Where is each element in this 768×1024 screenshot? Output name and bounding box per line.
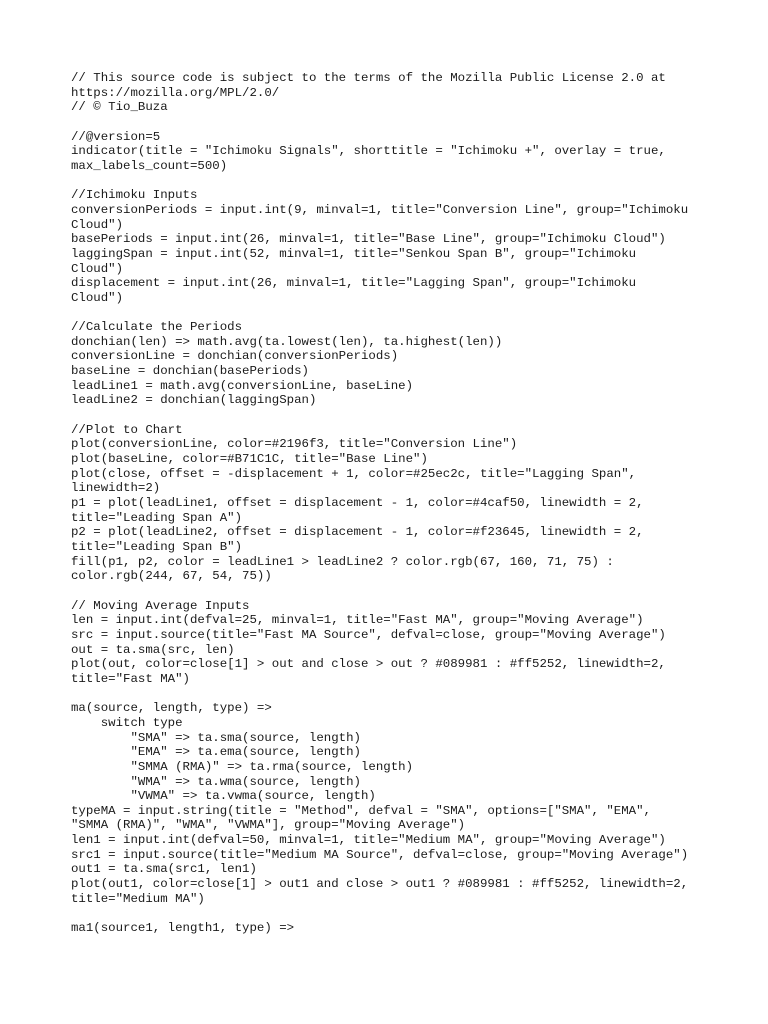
code-line: // Moving Average Inputs: [71, 598, 250, 613]
code-line: conversionPeriods = input.int(9, minval=1, title="Conversion Line", group="Ichimoku: [71, 202, 689, 217]
code-line: leadLine1 = math.avg(conversionLine, baseLine): [71, 378, 414, 393]
code-line: title="Leading Span A"): [71, 510, 243, 525]
code-line: switch type: [71, 715, 183, 730]
code-line: baseLine = donchian(basePeriods): [71, 364, 309, 379]
code-line: title="Leading Span B"): [71, 540, 243, 554]
code-line: plot(baseLine, color=#B71C1C, title="Base Line"): [71, 452, 428, 467]
code-line: [71, 115, 711, 130]
code-line: "SMMA (RMA)", "WMA", "VWMA"], group="Moving Average"): [71, 818, 466, 833]
code-line: ma1(source1, length1, type) =>: [71, 921, 295, 936]
code-line: "VWMA" => ta.vwma(source, length): [71, 789, 376, 804]
code-line: plot(out1, color=close[1] > out1 and close > out1 ? #089981 : #ff5252, linewidth=2,: [71, 877, 689, 892]
code-line: "SMMA (RMA)" => ta.rma(source, length): [71, 759, 414, 774]
source-code-block: [71, 71, 711, 936]
code-line: linewidth=2): [71, 481, 161, 496]
code-line: color.rgb(244, 67, 54, 75)): [71, 569, 272, 584]
code-line: src = input.source(title="Fast MA Source", defval=close, group="Moving Average"): [71, 627, 666, 642]
code-line: // © Tio_Buza: [71, 100, 168, 115]
code-line: p2 = plot(leadLine2, offset = displacement - 1, color=#f23645, linewidth = 2,: [71, 525, 644, 540]
code-line: plot(close, offset = -displacement + 1, color=#25ec2c, title="Lagging Span",: [71, 466, 637, 481]
code-line: [71, 408, 711, 423]
code-line: // This source code is subject to the terms of the Mozilla Public License 2.0 at: [71, 71, 666, 85]
code-line: fill(p1, p2, color = leadLine1 > leadLine2 ? color.rgb(67, 160, 71, 75) :: [71, 554, 614, 569]
code-line: typeMA = input.string(title = "Method", defval = "SMA", options=["SMA", "EMA",: [71, 803, 651, 818]
code-line: plot(conversionLine, color=#2196f3, title="Conversion Line"): [71, 437, 518, 452]
code-line: title="Fast MA"): [71, 671, 190, 686]
code-line: //Calculate the Periods: [71, 320, 243, 335]
code-line: plot(out, color=close[1] > out and close > out ? #089981 : #ff5252, linewidth=2,: [71, 657, 666, 672]
code-line: p1 = plot(leadLine1, offset = displacement - 1, color=#4caf50, linewidth = 2,: [71, 496, 644, 511]
code-line: out1 = ta.sma(src1, len1): [71, 862, 257, 877]
code-line: out = ta.sma(src, len): [71, 642, 235, 657]
code-line: //Plot to Chart: [71, 422, 183, 437]
code-line: "WMA" => ta.wma(source, length): [71, 774, 361, 789]
code-line: laggingSpan = input.int(52, minval=1, title="Senkou Span B", group="Ichimoku: [71, 246, 637, 261]
code-line: conversionLine = donchian(conversionPeriods): [71, 349, 399, 364]
code-line: Cloud"): [71, 290, 124, 305]
code-line: ma(source, length, type) =>: [71, 701, 272, 716]
code-line: title="Medium MA"): [71, 891, 205, 906]
code-line: Cloud"): [71, 217, 124, 232]
code-line: "EMA" => ta.ema(source, length): [71, 745, 361, 760]
code-line: max_labels_count=500): [71, 158, 228, 173]
code-line: basePeriods = input.int(26, minval=1, title="Base Line", group="Ichimoku Cloud"): [71, 232, 666, 247]
code-line: donchian(len) => math.avg(ta.lowest(len), ta.highest(len)): [71, 334, 503, 349]
code-line: [71, 584, 711, 599]
code-line: Cloud"): [71, 261, 124, 276]
code-line: //@version=5: [71, 129, 161, 144]
code-line: len = input.int(defval=25, minval=1, title="Fast MA", group="Moving Average"): [71, 613, 644, 628]
code-line: [71, 306, 711, 321]
code-line: "SMA" => ta.sma(source, length): [71, 730, 361, 745]
code-line: //Ichimoku Inputs: [71, 188, 198, 203]
code-line: displacement = input.int(26, minval=1, title="Lagging Span", group="Ichimoku: [71, 276, 637, 291]
code-line: leadLine2 = donchian(laggingSpan): [71, 393, 317, 408]
code-line: [71, 174, 711, 189]
code-line: len1 = input.int(defval=50, minval=1, title="Medium MA", group="Moving Average"): [71, 833, 666, 848]
code-line: https://mozilla.org/MPL/2.0/: [71, 85, 280, 100]
code-line: [71, 687, 711, 702]
code-line: [71, 906, 711, 921]
code-line: indicator(title = "Ichimoku Signals", shorttitle = "Ichimoku +", overlay = true,: [71, 144, 666, 159]
code-line: src1 = input.source(title="Medium MA Source", defval=close, group="Moving Average"): [71, 847, 689, 862]
